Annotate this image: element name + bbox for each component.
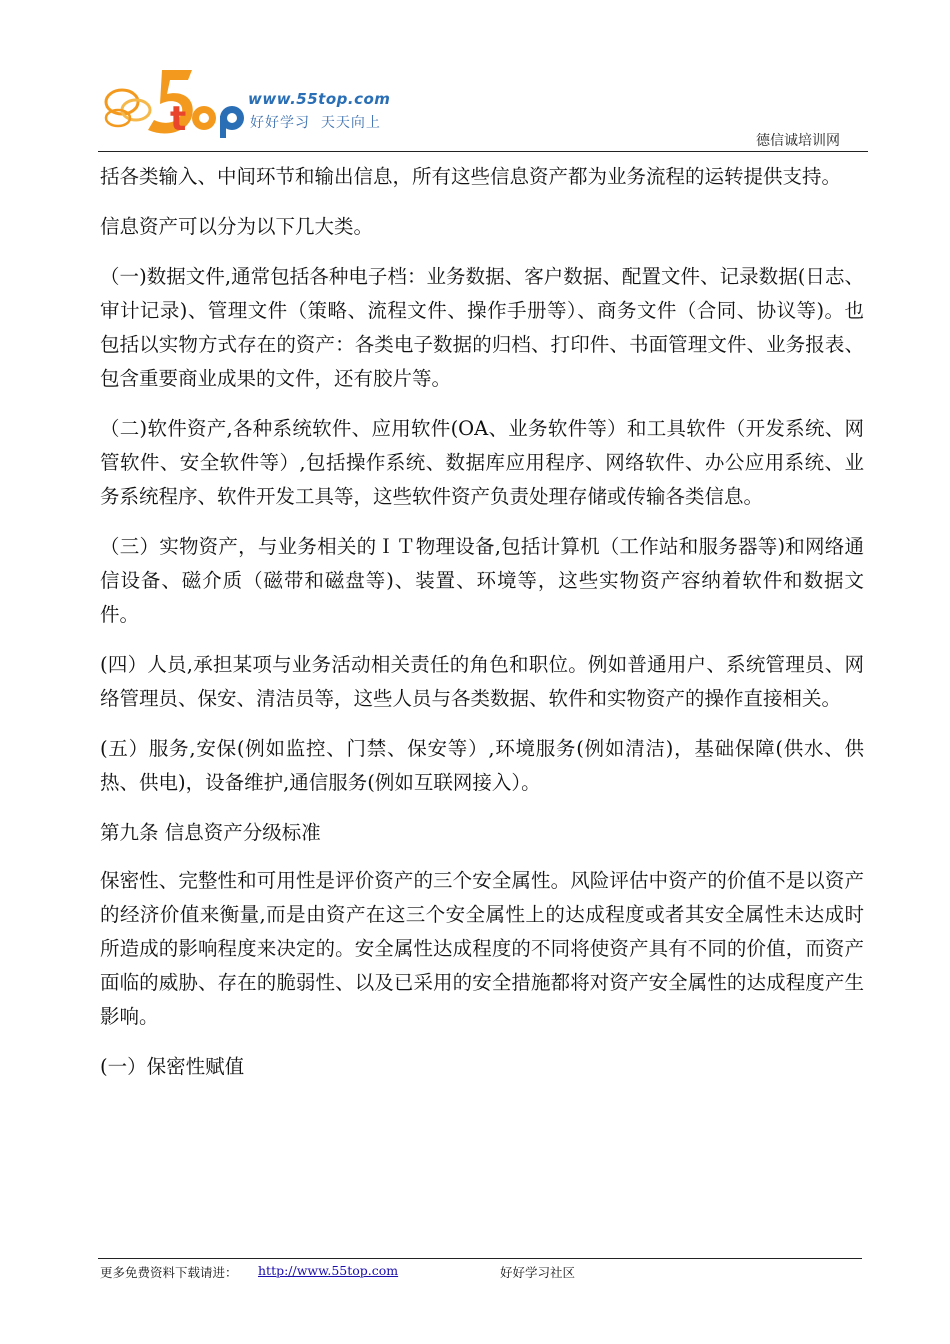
footer-link[interactable]: http://www.55top.com	[258, 1263, 399, 1278]
footer-label: 更多免费资料下载请进：	[100, 1265, 238, 1280]
paragraph-services: (五）服务,安保(例如监控、门禁、保安等）,环境服务(例如清洁)，基础保障(供水、供热、供电)，设备维护,通信服务(例如互联网接入）。	[100, 737, 864, 794]
paragraph-security-attributes: 保密性、完整性和可用性是评价资产的三个安全属性。风险评估中资产的价值不是以资产的经济价值来衡量,而是由资产在这三个安全属性上的达成程度或者其安全属性未达成时所造成的影响程度来决定的。安全属性达成程度的不同将使资产具有不同的价值，而资产面临的威胁、存在的脆弱性、以及已采用的安全措施都将对资产安全属性的达成程度产生影响。	[100, 869, 864, 1028]
paragraph-data-files: （一)数据文件,通常包括各种电子档：业务数据、客户数据、配置文件、记录数据(日志、审计记录)、管理文件（策略、流程文件、操作手册等）、商务文件（合同、协议等)。也包括以实物方式存在的资产：各类电子数据的归档、打印件、书面管理文件、业务报表、包含重要商业成果的文件，还有胶片等。	[100, 265, 864, 390]
paragraph-physical-assets: （三）实物资产，与业务相关的ＩＴ物理设备,包括计算机（工作站和服务器等)和网络通信设备、磁介质（磁带和磁盘等)、装置、环境等，这些实物资产容纳着软件和数据文件。	[100, 535, 864, 626]
paragraph-software-assets: （二)软件资产,各种系统软件、应用软件(OA、业务软件等）和工具软件（开发系统、网管软件、安全软件等）,包括操作系统、数据库应用程序、网络软件、办公应用系统、业务系统程序、软件开发工具等，这些软件资产负责处理存储或传输各类信息。	[100, 417, 864, 508]
paragraph-intro: 括各类输入、中间环节和输出信息，所有这些信息资产都为业务流程的运转提供支持。	[100, 165, 842, 188]
document-body	[100, 160, 864, 1098]
logo-url-text: www.55top.com	[248, 90, 391, 108]
site-name: 德信诚培训网	[756, 133, 840, 149]
header-divider	[98, 151, 868, 152]
article-heading: 第九条 信息资产分级标准	[100, 821, 321, 844]
paragraph-personnel: (四）人员,承担某项与业务活动相关责任的角色和职位。例如普通用户、系统管理员、网络管理员、保安、清洁员等，这些人员与各类数据、软件和实物资产的操作直接相关。	[100, 653, 864, 710]
section-heading-confidentiality: (一）保密性赋值	[100, 1055, 245, 1078]
paragraph-categories: 信息资产可以分为以下几大类。	[100, 215, 374, 238]
page-footer	[98, 1258, 862, 1281]
page-header	[98, 60, 868, 152]
footer-community: 好好学习社区	[500, 1265, 576, 1280]
svg-text:t: t	[170, 99, 187, 139]
logo-slogan: 好好学习 天天向上	[250, 115, 381, 131]
site-logo[interactable]	[100, 64, 430, 144]
footer-divider	[98, 1258, 862, 1259]
